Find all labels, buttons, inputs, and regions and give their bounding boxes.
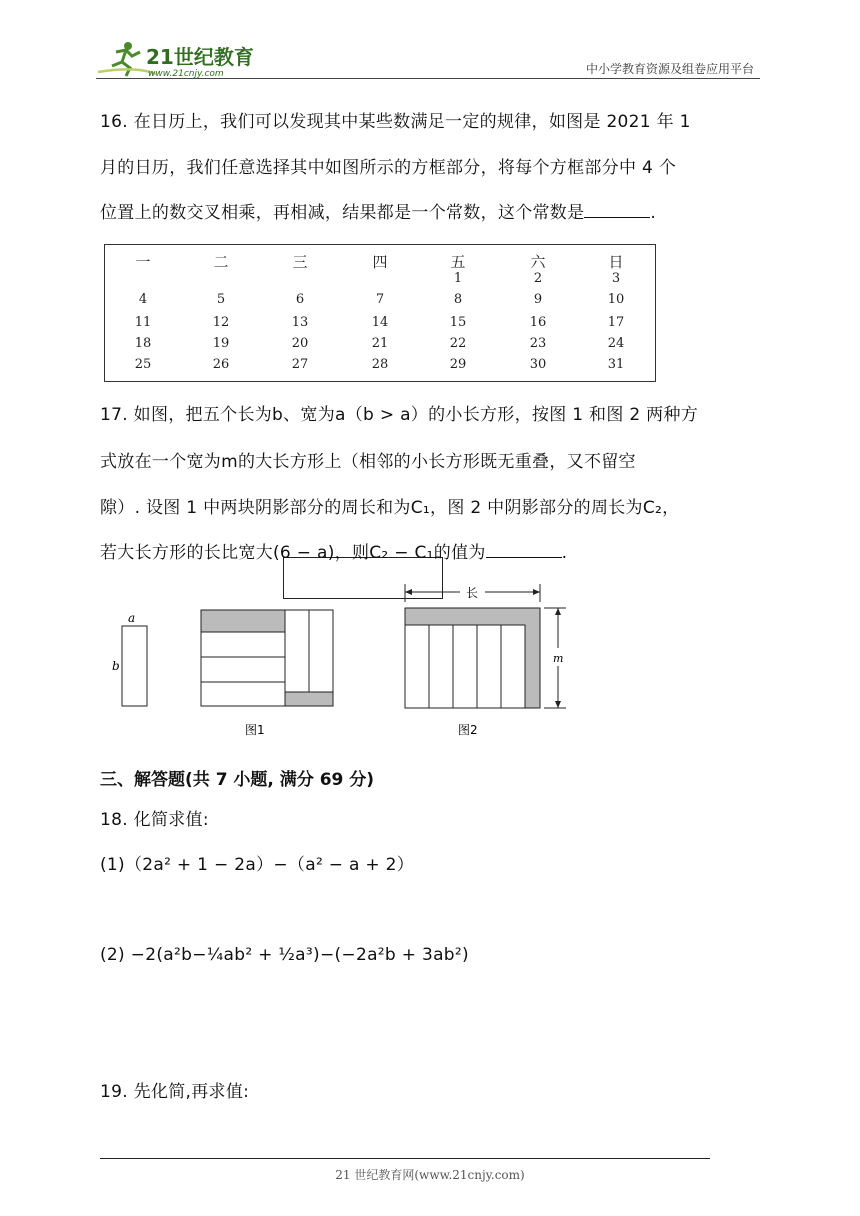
calendar-weekday: 一 (135, 253, 151, 271)
q16-period: . (650, 203, 657, 223)
footer-text: 21 世纪教育网(www.21cnjy.com) (335, 1168, 525, 1182)
calendar-day: 28 (371, 357, 389, 372)
calendar-day: 31 (607, 357, 625, 372)
calendar-weekday: 六 (530, 253, 546, 271)
q17-period: . (561, 543, 568, 563)
fig2-caption: 图2 (458, 723, 478, 737)
calendar-weekday: 四 (372, 253, 388, 271)
calendar-weekday: 五 (450, 253, 466, 271)
calendar-day: 8 (453, 292, 463, 307)
logo-text: 21世纪教育 (146, 45, 254, 69)
q17-line3: 隙）. 设图 1 中两块阴影部分的周长和为C₁，图 2 中阴影部分的周长为C₂， (100, 498, 680, 518)
calendar-day: 18 (134, 336, 152, 351)
length-label: 长 (466, 586, 479, 600)
calendar-day: 3 (611, 271, 621, 286)
label-a: a (128, 611, 136, 625)
calendar-day: 20 (291, 336, 309, 351)
calendar-day: 13 (291, 315, 309, 330)
calendar-day: 9 (533, 292, 543, 307)
calendar-day: 16 (529, 315, 547, 330)
calendar-day: 6 (295, 292, 305, 307)
q18-part1: (1)（2a² + 1 − 2a）−（a² − a + 2） (100, 855, 415, 875)
answer-blank-17 (486, 543, 562, 558)
small-rectangle (112, 611, 147, 706)
header-tagline: 中小学教育资源及组卷应用平台 (585, 62, 754, 76)
calendar-day: 2 (533, 271, 543, 286)
q17-line1: 17. 如图，把五个长为b、宽为a（b > a）的小长方形，按图 1 和图 2 两种方 (100, 405, 699, 425)
logo-url: www.21cnjy.com (148, 69, 224, 79)
calendar-day: 5 (216, 292, 226, 307)
calendar-day: 10 (607, 292, 625, 307)
calendar-day: 15 (449, 315, 467, 330)
label-b: b (112, 659, 120, 673)
calendar-weekday: 日 (608, 253, 624, 271)
calendar-day: 27 (291, 357, 309, 372)
figure-2 (405, 584, 566, 737)
q19-title: 19. 先化简,再求值: (100, 1082, 250, 1102)
calendar-day: 4 (138, 292, 148, 307)
calendar-day: 29 (449, 357, 467, 372)
calendar-day: 24 (607, 336, 625, 351)
calendar-weekday: 三 (292, 253, 308, 271)
q16-line3 (100, 203, 656, 223)
calendar-day: 19 (212, 336, 230, 351)
q18-title: 18. 化简求值: (100, 810, 209, 830)
calendar-day: 25 (134, 357, 152, 372)
calendar-day: 1 (453, 271, 463, 286)
q17-line2: 式放在一个宽为m的大长方形上（相邻的小长方形既无重叠，又不留空 (100, 452, 636, 472)
q17-line4 (100, 543, 567, 563)
site-logo (96, 38, 266, 80)
calendar-day: 26 (212, 357, 230, 372)
footer-divider (100, 1158, 710, 1159)
fig1-caption: 图1 (245, 723, 265, 737)
calendar-day: 30 (529, 357, 547, 372)
q16-line3-text: 位置上的数交叉相乘，再相减，结果都是一个常数，这个常数是 (100, 203, 585, 223)
q16-line1: 16. 在日历上，我们可以发现其中某些数满足一定的规律，如图是 2021 年 1 (100, 112, 691, 132)
figure-1 (201, 610, 333, 737)
calendar-day: 21 (371, 336, 389, 351)
calendar-day: 11 (134, 315, 152, 330)
q17-line4-text: 若大长方形的长比宽大(6 − a)，则C₂ − C₁的值为 (100, 543, 486, 563)
calendar-day: 12 (212, 315, 230, 330)
answer-blank-16 (584, 203, 650, 218)
q18-part2: (2) −2(a²b−¼ab² + ½a³)−(−2a²b + 3ab²) (100, 945, 469, 965)
calendar-weekday: 二 (213, 253, 229, 271)
calendar-day: 23 (529, 336, 547, 351)
q16-line2: 月的日历，我们任意选择其中如图所示的方框部分，将每个方框部分中 4 个 (100, 158, 677, 178)
calendar-day: 17 (607, 315, 625, 330)
calendar-day: 22 (449, 336, 467, 351)
calendar-figure (104, 244, 656, 382)
m-label: m (553, 652, 564, 665)
section-heading: 三、解答题(共 7 小题, 满分 69 分) (100, 770, 375, 790)
header-divider (96, 78, 760, 79)
calendar-day: 7 (375, 292, 385, 307)
calendar-day: 14 (371, 315, 389, 330)
rectangle-figures (100, 580, 564, 740)
